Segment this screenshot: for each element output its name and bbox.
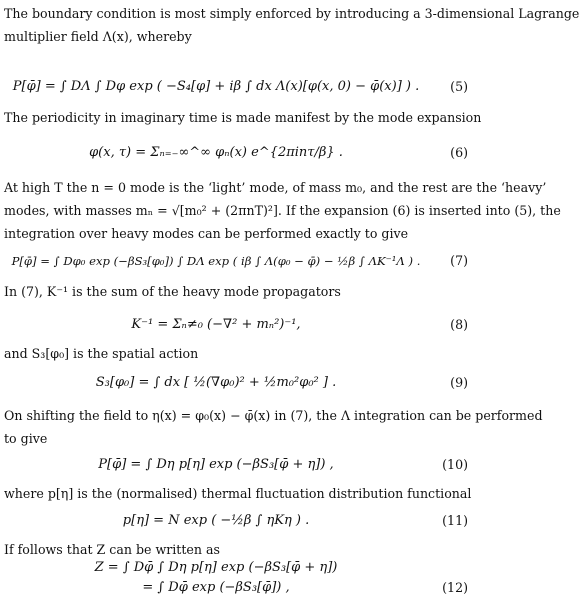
- equation-body: K⁻¹ = Σₙ≠₀ (−∇² + mₙ²)⁻¹,: [131, 317, 301, 332]
- equation-body: = ∫ Dφ̄ exp (−βS₃[φ̄]) ,: [142, 580, 290, 595]
- paragraph-3: [4, 176, 561, 245]
- text-line: to give: [4, 431, 48, 446]
- text-line: multiplier field Λ(x), whereby: [4, 29, 192, 44]
- text-line: If follows that Z can be written as: [4, 542, 220, 557]
- text-line: and S₃[φ₀] is the spatial action: [4, 346, 199, 361]
- text-line: At high T the n = 0 mode is the ‘light’ mode, of mass m₀, and the rest are the ‘heavy’: [4, 180, 547, 195]
- equation-number: (9): [450, 375, 468, 390]
- paragraph-1: [4, 2, 579, 48]
- equation-11: [0, 508, 472, 534]
- text-line: On shifting the field to η(x) = φ₀(x) − φ̄(x) in (7), the Λ integration can be performed: [4, 408, 543, 423]
- text-line: The periodicity in imaginary time is made manifest by the mode expansion: [4, 110, 482, 125]
- equation-6: [0, 140, 472, 166]
- paragraph-6: [4, 404, 543, 450]
- equation-9: [0, 370, 472, 396]
- equation-body: P[φ̄] = ∫ DΛ ∫ Dφ exp ( −S₄[φ] + iβ ∫ dx Λ(x)[φ(x, 0) − φ̄(x)] ) .: [12, 79, 420, 94]
- equation-7: [0, 248, 472, 274]
- equation-number: (11): [442, 513, 468, 528]
- equation-5: [0, 74, 472, 100]
- equation-12-line-1: [0, 557, 472, 579]
- equation-12-line-2: [0, 577, 472, 599]
- text-line: where p[η] is the (normalised) thermal fluctuation distribution functional: [4, 486, 472, 501]
- equation-body: Z = ∫ Dφ̄ ∫ Dη p[η] exp (−βS₃[φ̄ + η]): [94, 560, 338, 575]
- text-line: In (7), K⁻¹ is the sum of the heavy mode propagators: [4, 284, 341, 299]
- paragraph-2: [4, 106, 482, 129]
- text-line: integration over heavy modes can be performed exactly to give: [4, 226, 409, 241]
- equation-number: (5): [450, 79, 468, 94]
- equation-body: φ(x, τ) = Σₙ₌₋∞^∞ φₙ(x) e^{2πinτ/β} .: [89, 145, 343, 160]
- equation-number: (10): [442, 457, 468, 472]
- text-line: modes, with masses mₙ = √[m₀² + (2πnT)²]. If the expansion (6) is inserted into (5), the: [4, 203, 561, 218]
- equation-number: (8): [450, 317, 468, 332]
- equation-body: P[φ̄] = ∫ Dφ₀ exp (−βS₃[φ₀]) ∫ DΛ exp ( iβ ∫ Λ(φ₀ − φ̄) − ½β ∫ ΛK⁻¹Λ ) .: [11, 254, 421, 268]
- equation-body: S₃[φ₀] = ∫ dx [ ½(∇φ₀)² + ½m₀²φ₀² ] .: [95, 375, 337, 390]
- equation-number: (12): [442, 580, 468, 595]
- text-line: The boundary condition is most simply enforced by introducing a 3-dimensional Lagrange: [4, 6, 579, 21]
- paragraph-4: [4, 280, 464, 303]
- equation-body: p[η] = N exp ( −½β ∫ ηKη ) .: [122, 513, 310, 528]
- paragraph-7: [4, 482, 472, 505]
- equation-number: (6): [450, 145, 468, 160]
- equation-number: (7): [450, 253, 468, 268]
- equation-10: [0, 452, 472, 478]
- equation-8: [0, 312, 472, 338]
- paragraph-5: [4, 342, 464, 365]
- equation-body: P[φ̄] = ∫ Dη p[η] exp (−βS₃[φ̄ + η]) ,: [98, 457, 334, 472]
